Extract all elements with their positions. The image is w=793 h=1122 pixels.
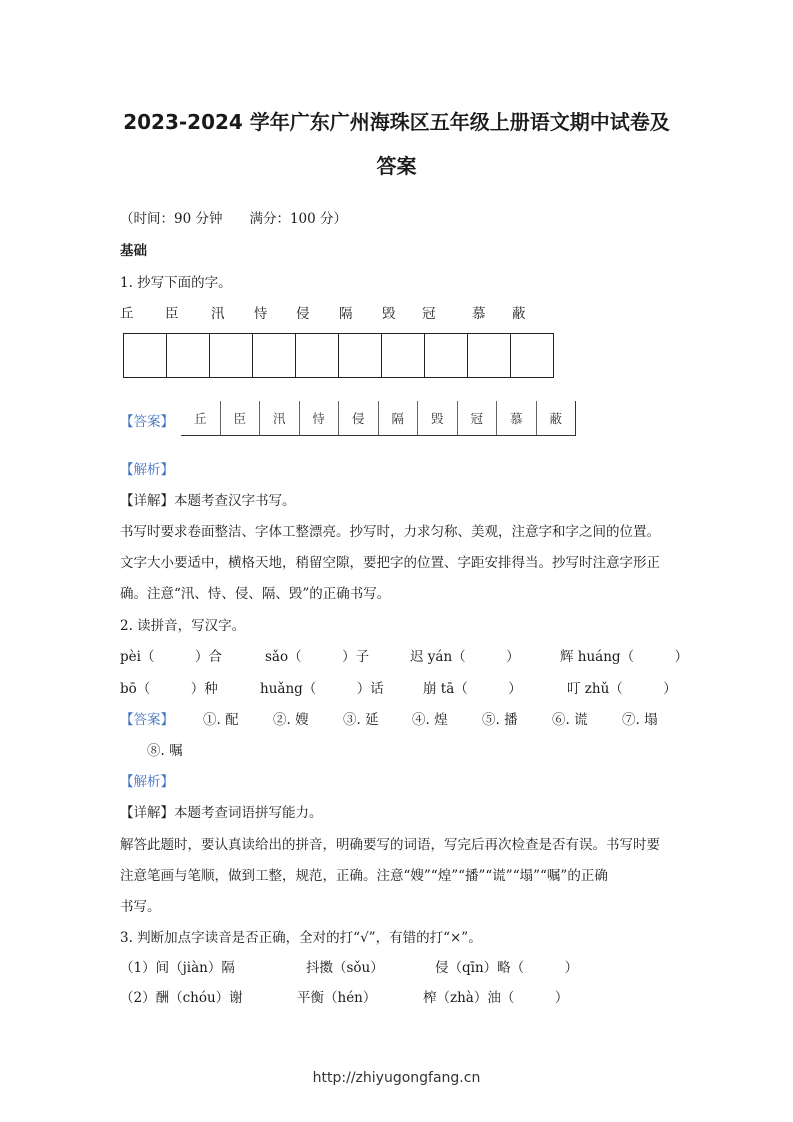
answer-cell: 隔: [379, 401, 419, 435]
q1-analysis-label: 【解析】: [120, 462, 174, 478]
q2-detail: 【详解】本题考查词语拼写能力。: [120, 805, 323, 821]
q3-item: 抖擞（sǒu）: [306, 960, 384, 976]
q3-item: （1）间（jiàn）隔: [120, 960, 235, 976]
q1-char: 隔: [339, 306, 353, 322]
q1-prompt: 1. 抄写下面的字。: [120, 275, 232, 291]
q2-item: 崩 tā（ ）: [423, 681, 522, 697]
exam-meta: （时间：90 分钟 满分：100 分）: [120, 211, 348, 227]
q2-answer-label: 【答案】: [120, 712, 174, 728]
q1-char: 毁: [382, 306, 396, 322]
footer-url: http://zhiyugongfang.cn: [312, 1070, 481, 1086]
q2-explain-line: 注意笔画与笔顺，做到工整，规范，正确。注意“嫂”“煌”“播”“谎”“塌”“嘱”的正确: [120, 868, 608, 884]
q2-answer: ①. 配: [203, 712, 239, 728]
q2-item: 迟 yán（ ）: [410, 649, 520, 665]
q2-analysis-label: 【解析】: [120, 774, 174, 790]
answer-cell: 恃: [300, 401, 340, 435]
q2-item: pèi（ ）合: [120, 649, 222, 665]
q2-answer: ⑤. 播: [482, 712, 518, 728]
q2-answer: ⑧. 嘱: [147, 743, 183, 759]
q2-answer: ⑥. 谎: [552, 712, 588, 728]
q1-char: 侵: [296, 306, 310, 322]
answer-cell: 侵: [339, 401, 379, 435]
grid-cell[interactable]: [124, 334, 167, 377]
answer-cell: 汛: [260, 401, 300, 435]
q1-char: 冠: [422, 306, 436, 322]
q3-prompt: 3. 判断加点字读音是否正确，全对的打“√”，有错的打“×”。: [120, 930, 482, 946]
q2-answer: ④. 煌: [412, 712, 448, 728]
q1-char: 蔽: [512, 306, 526, 322]
q3-item: 榨（zhà）油（ ）: [423, 990, 569, 1006]
q2-explain-line: 解答此题时，要认真读给出的拼音，明确要写的词语，写完后再次检查是否有误。书写时要: [120, 837, 660, 853]
q2-explain-line: 书写。: [120, 899, 161, 915]
q3-item: （2）酬（chóu）谢: [120, 990, 243, 1006]
q2-answer: ②. 嫂: [273, 712, 309, 728]
q2-item: huǎng（ ）话: [260, 681, 384, 697]
q1-detail: 【详解】本题考查汉字书写。: [120, 493, 296, 509]
grid-cell[interactable]: [382, 334, 425, 377]
q2-item: sǎo（ ）子: [265, 649, 370, 665]
grid-cell[interactable]: [210, 334, 253, 377]
q3-item: 侵（qīn）略（ ）: [435, 960, 579, 976]
q1-explain-line: 确。注意“汛、恃、侵、隔、毁”的正确书写。: [120, 586, 391, 602]
answer-cell: 丘: [181, 401, 221, 435]
q1-char: 汛: [211, 306, 225, 322]
q3-item: 平衡（hén）: [297, 990, 377, 1006]
grid-cell[interactable]: [468, 334, 511, 377]
grid-cell[interactable]: [253, 334, 296, 377]
answer-cell: 臣: [221, 401, 261, 435]
answer-cell: 慕: [497, 401, 537, 435]
q2-item: bō（ ）种: [120, 681, 218, 697]
grid-cell[interactable]: [339, 334, 382, 377]
q1-char: 慕: [472, 306, 486, 322]
title-line-1: 2023-2024 学年广东广州海珠区五年级上册语文期中试卷及: [123, 110, 670, 134]
q1-writing-grid: [123, 333, 554, 378]
q2-answer: ③. 延: [343, 712, 379, 728]
answer-cell: 毁: [418, 401, 458, 435]
q2-item: 叮 zhǔ（ ）: [567, 681, 677, 697]
title-line-2: 答案: [376, 154, 417, 178]
section-heading: 基础: [120, 243, 147, 259]
q1-char: 臣: [165, 306, 179, 322]
q1-explain-line: 文字大小要适中，横格天地，稍留空隙，要把字的位置、字距安排得当。抄写时注意字形正: [120, 555, 660, 571]
document-title: [100, 100, 693, 188]
answer-cell: 蔽: [549, 411, 562, 426]
q1-char: 恃: [254, 306, 268, 322]
q1-char: 丘: [120, 306, 134, 322]
q1-explain-line: 书写时要求卷面整洁、字体工整漂亮。抄写时，力求匀称、美观，注意字和字之间的位置。: [120, 524, 660, 540]
q2-item: 辉 huáng（ ）: [560, 649, 689, 665]
q2-prompt: 2. 读拼音，写汉字。: [120, 618, 246, 634]
grid-cell[interactable]: [167, 334, 210, 377]
grid-cell[interactable]: [511, 334, 553, 377]
answer-cell: 冠: [458, 401, 498, 435]
q2-answer: ⑦. 塌: [622, 712, 658, 728]
grid-cell[interactable]: [425, 334, 468, 377]
q1-answer-label: 【答案】: [120, 414, 174, 430]
grid-cell[interactable]: [296, 334, 339, 377]
q1-answer-table: [181, 401, 576, 436]
